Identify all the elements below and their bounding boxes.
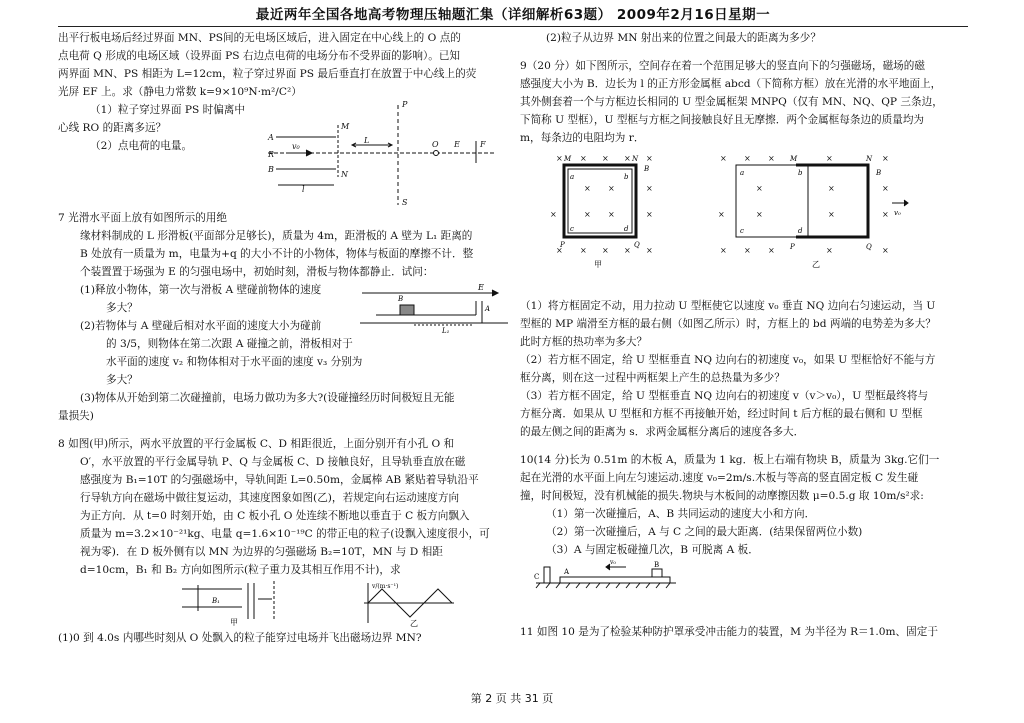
svg-text:×: ×: [646, 154, 653, 163]
svg-text:l: l: [302, 185, 305, 194]
svg-text:×: ×: [828, 184, 835, 193]
svg-text:×: ×: [556, 154, 563, 163]
svg-text:M: M: [564, 155, 572, 163]
text-line: 9（20 分）如下图所示，空间存在着一个范围足够大的竖直向下的匀强磁场，磁场的磁: [520, 60, 925, 72]
text-line: 视为零)．在 D 板外侧有以 MN 为边界的匀强磁场 B₂=10T，MN 与 D 相距: [80, 546, 443, 558]
svg-text:×: ×: [646, 210, 653, 219]
svg-text:×: ×: [624, 246, 631, 255]
question-2c: 水平面的速度 v₂ 和物体相对于水平面的速度 v₃ 分别为: [106, 356, 363, 368]
page-footer: 第 2 页 共 31 页: [470, 692, 554, 705]
svg-text:乙: 乙: [410, 619, 418, 627]
svg-text:×: ×: [744, 154, 751, 163]
svg-text:B: B: [654, 561, 660, 569]
svg-text:×: ×: [608, 210, 615, 219]
svg-text:N: N: [866, 155, 873, 163]
svg-text:×: ×: [756, 210, 763, 219]
question-2: （2）点电荷的电量。: [90, 140, 193, 152]
question-3a: （3）若方框不固定，给 U 型框垂直 NQ 边向右的初速度 v（v＞v₀），U 型框最终将与: [520, 390, 929, 402]
svg-text:F: F: [480, 140, 486, 149]
svg-text:C: C: [534, 573, 540, 581]
question-1: (1)0 到 4.0s 内哪些时刻从 O 处飘入的粒子能穿过电场并飞出磁场边界 MN?: [58, 632, 422, 644]
question-3: （3）A 与固定板碰撞几次，B 可脱离 A 板．: [546, 544, 759, 556]
svg-text:A: A: [268, 133, 274, 142]
question-2: (2)粒子从边界 MN 射出来的位置之间最大的距离为多少？: [546, 32, 821, 44]
svg-text:v/(m·s⁻¹): v/(m·s⁻¹): [372, 583, 399, 590]
svg-text:M: M: [341, 122, 350, 131]
left-column: [58, 29, 503, 647]
sliding-board-diagram: [358, 279, 508, 335]
question-2: （2）第一次碰撞后，A 与 C 之间的最大距离．(结果保留两位小数): [546, 526, 863, 538]
svg-text:Q: Q: [866, 243, 872, 251]
svg-text:×: ×: [768, 246, 775, 255]
svg-text:c: c: [740, 227, 744, 235]
svg-text:×: ×: [580, 246, 587, 255]
question-1: （1）第一次碰撞后，A、B 共同运动的速度大小和方向．: [546, 508, 816, 520]
board-wall-diagram: [530, 559, 680, 599]
svg-text:×: ×: [768, 154, 775, 163]
svg-text:×: ×: [826, 246, 833, 255]
text-line: 11 如图 10 是为了检验某种防护罩承受冲击能力的装置，M 为半径为 R＝1.0m、固定于: [520, 626, 938, 638]
question-1c: 此时方框的热功率为多大？: [520, 336, 648, 348]
svg-text:×: ×: [882, 154, 889, 163]
svg-text:B: B: [398, 295, 404, 303]
text-line: 感强度为 B₁=10T 的匀强磁场中，导轨间距 L=0.50m，金属棒 AB 紧贴着导轨沿平: [80, 474, 479, 486]
svg-text:×: ×: [584, 184, 591, 193]
svg-text:R: R: [268, 150, 275, 159]
question-3b: 方框分离．如果从 U 型框和方框不再接触开始，经过时间 t 后方框的最右侧和 U 型框: [520, 408, 923, 420]
svg-text:×: ×: [744, 246, 751, 255]
question-1a: （1）粒子穿过界面 PS 时偏离中: [90, 104, 245, 116]
svg-text:×: ×: [882, 246, 889, 255]
svg-text:a: a: [570, 173, 575, 181]
svg-text:A: A: [485, 305, 491, 313]
question-3a: (3)物体从开始到第二次碰撞前，电场力做功为多大?(设碰撞经历时间极短且无能: [80, 392, 455, 404]
svg-text:B: B: [876, 169, 882, 177]
text-line: 为正方向．从 t=0 时刻开始，由 C 板小孔 O 处连续不断地以垂直于 C 板方向飘入: [80, 510, 470, 522]
text-line: d=10cm，B₁ 和 B₂ 方向如图所示(粒子重力及其相互作用不计)，求: [80, 564, 401, 576]
question-2d: 多大？: [106, 374, 138, 386]
svg-text:×: ×: [720, 246, 727, 255]
question-1b: 型框的 MP 端滑至方框的最右侧（如图乙所示）时，方框上的 bd 两端的电势差为多大？: [520, 318, 936, 330]
question-1b: 多大？: [106, 302, 138, 314]
text-line: 其外侧套着一个与方框边长相同的 U 型金属框架 MNPQ（仅有 MN、NQ、QP 三条边，: [520, 96, 943, 108]
svg-text:×: ×: [646, 246, 653, 255]
svg-text:×: ×: [584, 210, 591, 219]
text-line: 10(14 分)长为 0.51m 的木板 A，质量为 1 kg．板上右端有物块 B，质量为 3kg.它们一: [520, 454, 940, 466]
svg-text:×: ×: [718, 210, 725, 219]
header-rule: [58, 26, 968, 27]
text-line: B 处放有一质量为 m，电量为+q 的大小不计的小物体，物体与板面的摩擦不计．整: [80, 248, 474, 260]
svg-text:×: ×: [602, 154, 609, 163]
svg-text:N: N: [341, 170, 348, 179]
text-line: 缘材料制成的 L 形滑板(平面部分足够长)，质量为 4m，距滑板的 A 壁为 L₁ 距离的: [80, 230, 473, 242]
question-2b: 的 3/5，则物体在第二次跟 A 碰撞之前，滑板相对于: [106, 338, 353, 350]
svg-text:d: d: [798, 227, 803, 235]
text-line: 两界面 MN、PS 相距为 L=12cm，粒子穿过界面 PS 最后垂直打在放置于中心线上的荧: [58, 68, 477, 80]
deflection-diagram: [258, 97, 498, 209]
question-2a: (2)若物体与 A 壁碰后相对水平面的速度大小为碰前: [80, 320, 322, 332]
svg-text:Q: Q: [634, 241, 640, 249]
svg-text:v₀: v₀: [610, 559, 616, 566]
svg-text:×: ×: [624, 154, 631, 163]
problem7-question-block: [58, 281, 503, 389]
svg-text:P: P: [560, 241, 565, 249]
svg-text:B₁: B₁: [212, 597, 220, 605]
text-line: 感强度大小为 B．边长为 l 的正方形金属框 abcd（下简称方框）放在光滑的水平地面上，: [520, 78, 942, 90]
svg-text:×: ×: [608, 184, 615, 193]
svg-text:B: B: [268, 165, 274, 174]
svg-text:×: ×: [882, 210, 889, 219]
svg-text:v₀: v₀: [894, 209, 901, 217]
text-line: 光屏 EF 上。求（静电力常数 k=9×10⁹N·m²/C²）: [58, 86, 302, 98]
svg-text:N: N: [632, 155, 639, 163]
svg-text:×: ×: [828, 210, 835, 219]
frame-diagram-a: [548, 151, 658, 269]
question-1b: 心线 RO 的距离多远？: [58, 122, 167, 134]
svg-text:×: ×: [720, 154, 727, 163]
text-line: 出平行板电场后经过界面 MN、PS间的无电场区域后，进入固定在中心线上的 O 点的: [58, 32, 461, 44]
page-header: 最近两年全国各地高考物理压轴题汇集（详细解析63题） 2009年2月16日星期一: [255, 7, 771, 23]
text-line: 个装置置于场强为 E 的匀强电场中，初始时刻，滑板与物体都静止．试问：: [80, 266, 434, 278]
problem9-figures: [520, 147, 970, 297]
svg-text:×: ×: [550, 210, 557, 219]
problem10-figure-block: [520, 559, 970, 603]
svg-text:v₀: v₀: [292, 142, 300, 151]
right-column: [520, 29, 970, 641]
svg-text:M: M: [790, 155, 798, 163]
svg-text:B: B: [644, 165, 650, 173]
question-1a: （1）将方框固定不动，用力拉动 U 型框使它以速度 v₀ 垂直 NQ 边向右匀速运动，当 U: [520, 300, 936, 312]
text-line: 行导轨方向在磁场中做往复运动，其速度图象如图(乙)，若规定向右运动速度方向: [80, 492, 460, 504]
velocity-graph: [358, 579, 458, 627]
question-2b: 框分离，则在这一过程中两框架上产生的总热量为多少？: [520, 372, 785, 384]
svg-text:b: b: [624, 173, 629, 181]
svg-text:c: c: [570, 225, 574, 233]
text-line: 7 光滑水平面上放有如图所示的用绝: [58, 212, 228, 224]
rail-plates-diagram: [178, 579, 288, 627]
figure-label-b: 乙: [812, 260, 820, 269]
svg-text:×: ×: [646, 184, 653, 193]
svg-text:A: A: [564, 568, 570, 576]
svg-text:E: E: [454, 140, 460, 149]
frame-diagram-b: [716, 151, 916, 269]
svg-text:d: d: [624, 225, 629, 233]
question-2a: （2）若方框不固定，给 U 型框垂直 NQ 边向右的初速度 v₀，如果 U 型框恰好不能与方: [520, 354, 936, 366]
svg-text:P: P: [790, 243, 795, 251]
text-line: 起在光滑的水平面上向左匀速运动.速度 v₀=2m/s.木板与等高的竖直固定板 C 发生碰: [520, 472, 919, 484]
svg-text:a: a: [740, 169, 745, 177]
question-1a: (1)释放小物体，第一次与滑板 A 壁碰前物体的速度: [80, 284, 322, 296]
figure-label-a: 甲: [594, 260, 602, 269]
svg-text:L: L: [364, 136, 370, 145]
svg-text:E: E: [478, 283, 484, 292]
svg-text:×: ×: [756, 184, 763, 193]
svg-text:L₁: L₁: [442, 327, 450, 335]
text-line: 点电荷 Q 形成的电场区域（设界面 PS 右边点电荷的电场分布不受界面的影响）。已知: [58, 50, 461, 62]
text-line: 8 如图(甲)所示，两水平放置的平行金属板 C、D 相距很近，上面分别开有小孔 O 和: [58, 438, 455, 450]
problem6-figure-block: [58, 101, 503, 209]
svg-text:×: ×: [826, 154, 833, 163]
question-3b: 量损失): [58, 410, 94, 422]
svg-text:×: ×: [882, 184, 889, 193]
text-line: m，每条边的电阻均为 r．: [520, 132, 645, 144]
svg-text:×: ×: [556, 246, 563, 255]
svg-text:P: P: [402, 100, 408, 109]
svg-text:×: ×: [602, 246, 609, 255]
text-line: 质量为 m=3.2×10⁻²¹kg、电量 q=1.6×10⁻¹⁹C 的带正电的粒子(设飘入速度很小，可: [80, 528, 490, 540]
text-line: 下简称 U 型框），U 型框与方框之间接触良好且无摩擦．两个金属框每条边的质量均为: [520, 114, 925, 126]
question-3c: 的最左侧之间的距离为 s．求两金属框分离后的速度各多大．: [520, 426, 805, 438]
svg-text:S: S: [402, 198, 408, 207]
svg-text:b: b: [798, 169, 803, 177]
text-line: O′，水平放置的平行金属导轨 P、Q 与金属板 C、D 接触良好，且导轨垂直放在磁: [80, 456, 466, 468]
svg-text:甲: 甲: [230, 618, 238, 627]
svg-text:×: ×: [580, 154, 587, 163]
text-line: 撞，时间极短，没有机械能的损失.物块与木板间的动摩擦因数 μ=0.5.g 取 10m/s²求:: [520, 490, 924, 502]
svg-text:O: O: [432, 140, 439, 149]
problem8-figure-block: [58, 579, 503, 629]
